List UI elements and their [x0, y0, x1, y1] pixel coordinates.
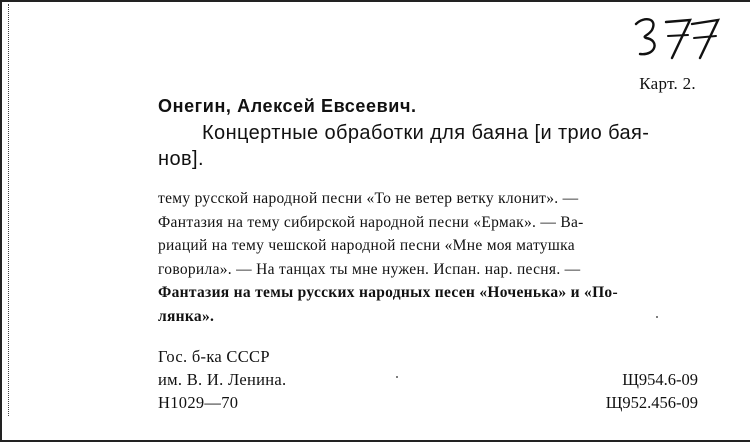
- card-number: Н1029—70: [158, 393, 239, 412]
- title-line-2: нов].: [158, 148, 204, 170]
- paper-speck: [656, 316, 658, 318]
- library-name: Гос. б-ка СССР: [158, 347, 270, 366]
- contents-line: Фантазия на тему сибирской народной песни «Ермак». — Ва-: [158, 213, 584, 231]
- classification-code: Щ952.456-09: [605, 393, 698, 412]
- handwritten-number: [628, 8, 728, 68]
- author-heading: Онегин, Алексей Евсеевич.: [158, 96, 417, 116]
- paper-speck: [396, 376, 398, 378]
- contents-line: тему русской народной песни «То не ветер ветку клонит». —: [158, 190, 579, 207]
- work-title: [158, 120, 702, 172]
- classification-codes: [606, 368, 698, 414]
- contents-line: говорила». — На танцах ты мне нужен. Испан. нар. песня. —: [158, 260, 581, 278]
- card-top-border: [0, 0, 750, 2]
- classification-code: Щ954.6-09: [622, 370, 698, 389]
- card-sequence-label: Карт. 2.: [639, 74, 696, 93]
- contents-line: Фантазия на темы русских народных песен «Ноченька» и «По-: [158, 284, 618, 301]
- card-edge-marks: [2, 4, 9, 416]
- contents-line: риаций на тему чешской народной песни «Мне моя матушка: [158, 237, 575, 254]
- contents-line: лянка».: [158, 307, 215, 325]
- title-line-1: Концертные обработки для баяна [и трио бая-: [202, 122, 650, 144]
- library-dedication: им. В. И. Ленина.: [158, 370, 287, 389]
- library-stamp: [158, 345, 286, 414]
- contents-note: [158, 187, 702, 328]
